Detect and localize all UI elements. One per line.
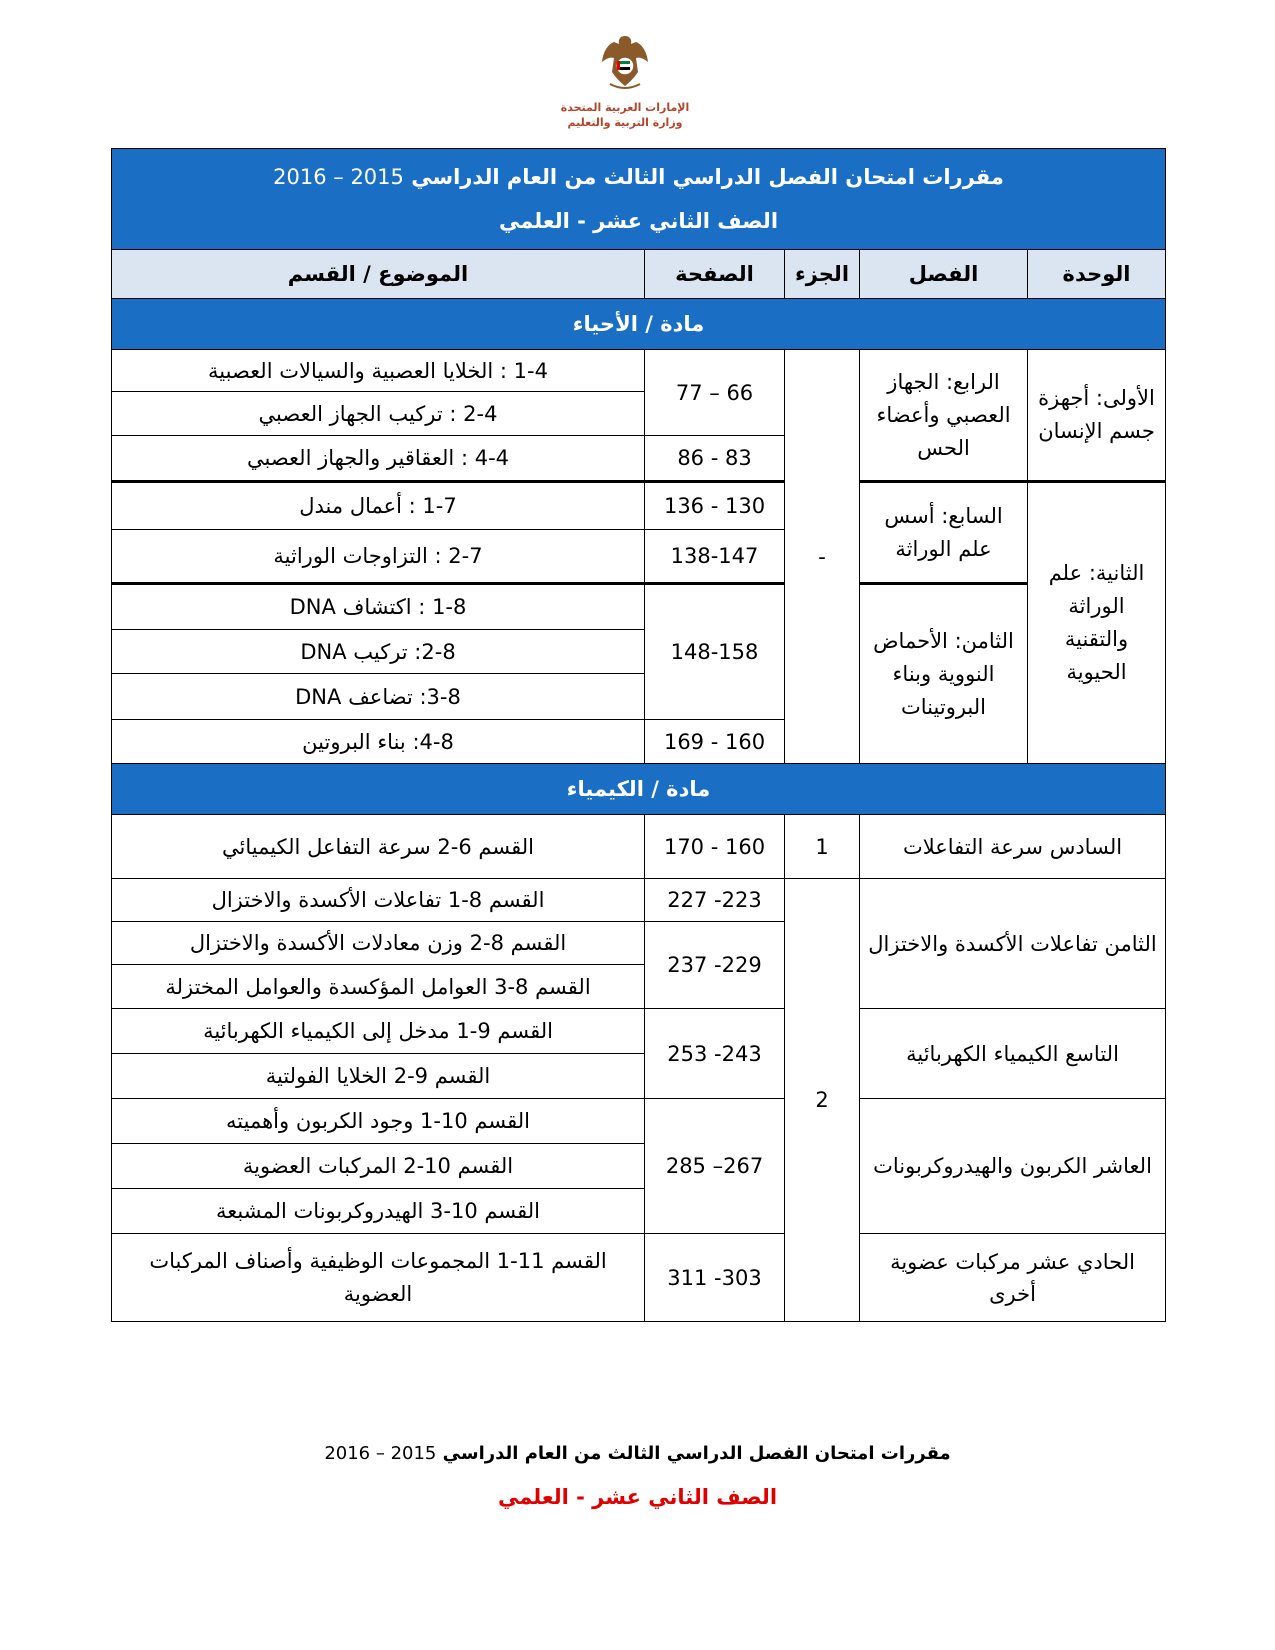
chapter-cell: التاسع الكيمياء الكهربائية: [860, 1009, 1166, 1099]
col-header-topic: الموضوع / القسم: [112, 250, 645, 299]
chapter-cell: الثامن تفاعلات الأكسدة والاختزال: [860, 879, 1166, 1009]
chapter-cell: الحادي عشر مركبات عضوية أخرى: [860, 1234, 1166, 1322]
topic-cell: القسم 11-1 المجموعات الوظيفية وأصناف المركبات العضوية: [112, 1234, 645, 1322]
topic-cell: 2-8: تركيب DNA: [112, 630, 645, 674]
topic-cell: 3-8: تضاعف DNA: [112, 674, 645, 720]
footer-grade: الصف الثاني عشر - العلمي: [497, 1485, 778, 1509]
topic-cell: القسم 8-2 وزن معادلات الأكسدة والاختزال: [112, 922, 645, 965]
topic-cell: 4-4 : العقاقير والجهاز العصبي: [112, 436, 645, 482]
footer-title: مقررات امتحان الفصل الدراسي الثالث من العام الدراسي 2015 – 2016: [324, 1443, 951, 1464]
col-header-pages: الصفحة: [645, 250, 785, 299]
table-row: [112, 1234, 1166, 1322]
table-row: [112, 1009, 1166, 1054]
pages-cell: 160 - 170: [645, 815, 785, 879]
pages-cell: 303- 311: [645, 1234, 785, 1322]
chapter-cell: السابع: أسس علم الوراثة: [860, 482, 1028, 584]
syllabus-table: [111, 148, 1166, 1322]
pages-cell: 138-147: [645, 530, 785, 584]
topic-cell: القسم 6-2 سرعة التفاعل الكيميائي: [112, 815, 645, 879]
unit-cell: الأولى: أجهزة جسم الإنسان: [1028, 350, 1166, 482]
table-row: [112, 815, 1166, 879]
pages-cell: 243- 253: [645, 1009, 785, 1099]
subject-chemistry: مادة / الكيمياء: [112, 764, 1166, 815]
chapter-cell: الثامن: الأحماض النووية وبناء البروتينات: [860, 584, 1028, 764]
topic-cell: القسم 8-1 تفاعلات الأكسدة والاختزال: [112, 879, 645, 922]
part-cell: 1: [785, 815, 860, 879]
pages-cell: 223- 227: [645, 879, 785, 922]
col-header-unit: الوحدة: [1028, 250, 1166, 299]
ministry-name: الإمارات العربية المتحدة وزارة التربية والتعليم: [560, 101, 690, 129]
table-row: [112, 350, 1166, 392]
topic-cell: القسم 10-1 وجود الكربون وأهميته: [112, 1099, 645, 1144]
pages-cell: 160 - 169: [645, 720, 785, 764]
table-row: [112, 1099, 1166, 1144]
topic-cell: القسم 10-3 الهيدروكربونات المشبعة: [112, 1189, 645, 1234]
pages-cell: 267– 285: [645, 1099, 785, 1234]
pages-cell: 83 - 86: [645, 436, 785, 482]
topic-cell: 2-4 : تركيب الجهاز العصبي: [112, 392, 645, 436]
pages-cell: 148-158: [645, 584, 785, 720]
col-header-chapter: الفصل: [860, 250, 1028, 299]
subject-biology: مادة / الأحياء: [112, 299, 1166, 350]
pages-cell: 229- 237: [645, 922, 785, 1009]
topic-cell: القسم 9-1 مدخل إلى الكيمياء الكهربائية: [112, 1009, 645, 1054]
pages-cell: 66 – 77: [645, 350, 785, 436]
topic-cell: 1-4 : الخلايا العصبية والسيالات العصبية: [112, 350, 645, 392]
table-row: [112, 584, 1166, 630]
subject-row-chemistry: [112, 764, 1166, 815]
table-header-row: [112, 250, 1166, 299]
part-cell: -: [785, 350, 860, 764]
chapter-cell: السادس سرعة التفاعلات: [860, 815, 1166, 879]
topic-cell: القسم 10-2 المركبات العضوية: [112, 1144, 645, 1189]
table-title-row: [112, 149, 1166, 250]
table-row: [112, 879, 1166, 922]
topic-cell: القسم 9-2 الخلايا الفولتية: [112, 1054, 645, 1099]
uae-emblem-icon: [598, 32, 652, 92]
unit-cell: الثانية: علم الوراثة والتقنية الحيوية: [1028, 482, 1166, 764]
part-cell: 2: [785, 879, 860, 1322]
subject-row-biology: [112, 299, 1166, 350]
chapter-cell: الرابع: الجهاز العصبي وأعضاء الحس: [860, 350, 1028, 482]
topic-cell: 1-8 : اكتشاف DNA: [112, 584, 645, 630]
pages-cell: 130 - 136: [645, 482, 785, 530]
topic-cell: 4-8: بناء البروتين: [112, 720, 645, 764]
table-row: [112, 482, 1166, 530]
topic-cell: 1-7 : أعمال مندل: [112, 482, 645, 530]
topic-cell: 2-7 : التزاوجات الوراثية: [112, 530, 645, 584]
table-title: مقررات امتحان الفصل الدراسي الثالث من العام الدراسي 2015 – 2016 الصف الثاني عشر - العلمي: [112, 149, 1166, 250]
col-header-part: الجزء: [785, 250, 860, 299]
chapter-cell: العاشر الكربون والهيدروكربونات: [860, 1099, 1166, 1234]
topic-cell: القسم 8-3 العوامل المؤكسدة والعوامل المختزلة: [112, 965, 645, 1009]
